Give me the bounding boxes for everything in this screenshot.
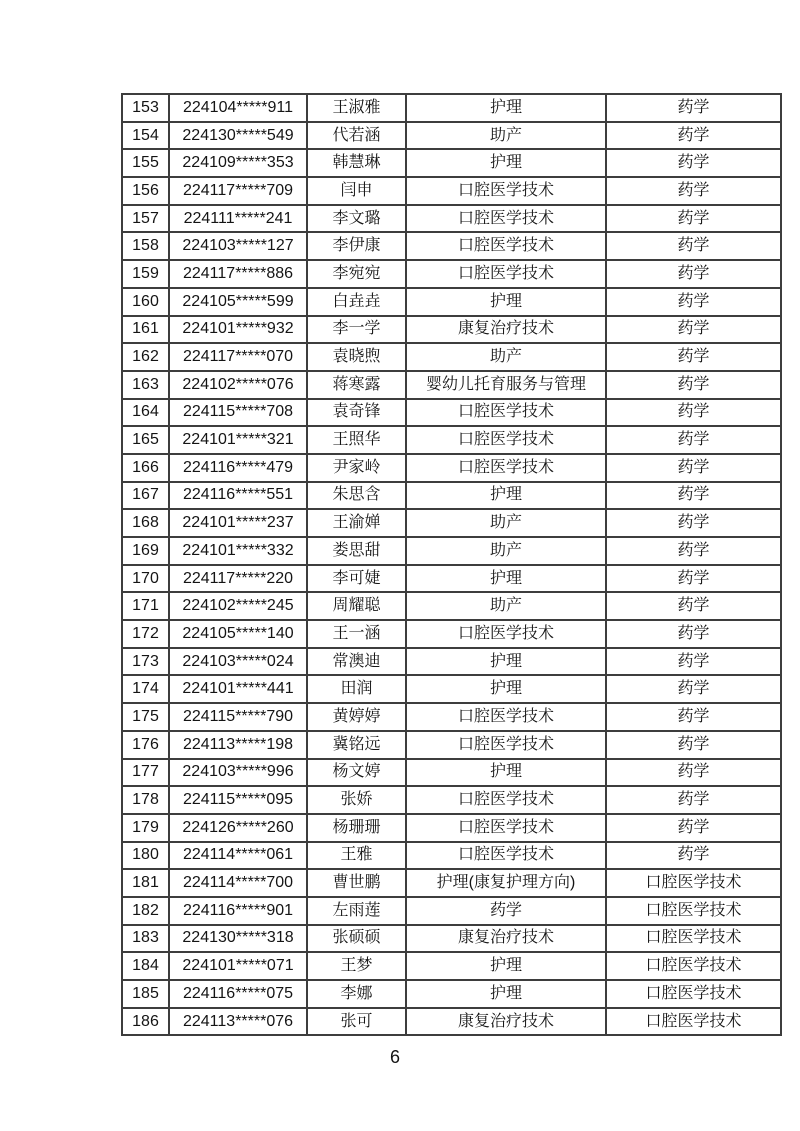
table-row [122,205,781,233]
cell-row-index: 172 [122,620,169,648]
cell-current-major: 口腔医学技术 [406,232,606,260]
table-row [122,122,781,150]
table-row [122,149,781,177]
cell-exam-id: 224130*****318 [169,925,307,953]
cell-transfer-major: 药学 [606,122,781,150]
cell-current-major: 口腔医学技术 [406,842,606,870]
cell-exam-id: 224111*****241 [169,205,307,233]
cell-transfer-major: 口腔医学技术 [606,869,781,897]
cell-transfer-major: 药学 [606,675,781,703]
cell-current-major: 护理 [406,980,606,1008]
cell-exam-id: 224116*****479 [169,454,307,482]
cell-exam-id: 224101*****932 [169,316,307,344]
cell-exam-id: 224113*****076 [169,1008,307,1036]
cell-student-name: 冀铭远 [307,731,406,759]
cell-exam-id: 224101*****441 [169,675,307,703]
cell-exam-id: 224101*****321 [169,426,307,454]
table-row [122,952,781,980]
cell-exam-id: 224115*****708 [169,399,307,427]
cell-exam-id: 224116*****551 [169,482,307,510]
cell-exam-id: 224115*****790 [169,703,307,731]
table-row [122,869,781,897]
cell-row-index: 171 [122,592,169,620]
cell-row-index: 185 [122,980,169,1008]
table-row [122,454,781,482]
cell-student-name: 王梦 [307,952,406,980]
cell-current-major: 康复治疗技术 [406,316,606,344]
cell-current-major: 口腔医学技术 [406,620,606,648]
cell-current-major: 口腔医学技术 [406,426,606,454]
cell-current-major: 口腔医学技术 [406,205,606,233]
cell-transfer-major: 口腔医学技术 [606,952,781,980]
cell-row-index: 174 [122,675,169,703]
cell-transfer-major: 药学 [606,731,781,759]
cell-student-name: 白垚垚 [307,288,406,316]
cell-current-major: 婴幼儿托育服务与管理 [406,371,606,399]
cell-row-index: 173 [122,648,169,676]
table-row [122,482,781,510]
cell-row-index: 159 [122,260,169,288]
table-row [122,759,781,787]
cell-transfer-major: 药学 [606,316,781,344]
cell-current-major: 护理 [406,648,606,676]
cell-transfer-major: 药学 [606,509,781,537]
cell-exam-id: 224102*****076 [169,371,307,399]
cell-exam-id: 224117*****886 [169,260,307,288]
cell-row-index: 182 [122,897,169,925]
cell-exam-id: 224116*****075 [169,980,307,1008]
table-row [122,316,781,344]
cell-transfer-major: 口腔医学技术 [606,980,781,1008]
cell-student-name: 李一学 [307,316,406,344]
cell-exam-id: 224116*****901 [169,897,307,925]
cell-current-major: 助产 [406,122,606,150]
cell-transfer-major: 药学 [606,371,781,399]
cell-student-name: 李文璐 [307,205,406,233]
cell-row-index: 169 [122,537,169,565]
cell-exam-id: 224101*****071 [169,952,307,980]
cell-row-index: 167 [122,482,169,510]
cell-student-name: 闫申 [307,177,406,205]
cell-row-index: 184 [122,952,169,980]
cell-student-name: 张娇 [307,786,406,814]
cell-exam-id: 224126*****260 [169,814,307,842]
table-row [122,371,781,399]
cell-row-index: 154 [122,122,169,150]
cell-transfer-major: 口腔医学技术 [606,925,781,953]
cell-transfer-major: 口腔医学技术 [606,1008,781,1036]
table-row [122,232,781,260]
cell-current-major: 护理 [406,288,606,316]
cell-row-index: 183 [122,925,169,953]
cell-row-index: 153 [122,94,169,122]
cell-row-index: 175 [122,703,169,731]
cell-current-major: 康复治疗技术 [406,1008,606,1036]
table-row [122,786,781,814]
cell-student-name: 袁奇锋 [307,399,406,427]
cell-current-major: 护理(康复护理方向) [406,869,606,897]
cell-row-index: 166 [122,454,169,482]
cell-row-index: 157 [122,205,169,233]
cell-transfer-major: 药学 [606,565,781,593]
cell-current-major: 助产 [406,343,606,371]
table-row [122,509,781,537]
cell-exam-id: 224114*****700 [169,869,307,897]
cell-current-major: 口腔医学技术 [406,703,606,731]
cell-current-major: 口腔医学技术 [406,399,606,427]
cell-transfer-major: 药学 [606,786,781,814]
cell-transfer-major: 药学 [606,620,781,648]
cell-current-major: 口腔医学技术 [406,260,606,288]
cell-student-name: 王渝婵 [307,509,406,537]
cell-student-name: 张可 [307,1008,406,1036]
cell-transfer-major: 药学 [606,288,781,316]
cell-exam-id: 224102*****245 [169,592,307,620]
cell-student-name: 曹世鹏 [307,869,406,897]
cell-student-name: 李娜 [307,980,406,1008]
cell-transfer-major: 药学 [606,814,781,842]
table-row [122,648,781,676]
table-row [122,565,781,593]
cell-current-major: 护理 [406,565,606,593]
cell-row-index: 179 [122,814,169,842]
cell-row-index: 155 [122,149,169,177]
table-row [122,260,781,288]
table-row [122,177,781,205]
cell-current-major: 助产 [406,537,606,565]
cell-transfer-major: 药学 [606,537,781,565]
cell-row-index: 177 [122,759,169,787]
cell-student-name: 田润 [307,675,406,703]
cell-student-name: 王一涵 [307,620,406,648]
table-row [122,925,781,953]
cell-exam-id: 224113*****198 [169,731,307,759]
cell-student-name: 韩慧琳 [307,149,406,177]
cell-student-name: 王淑雅 [307,94,406,122]
cell-transfer-major: 药学 [606,482,781,510]
table-row [122,426,781,454]
cell-exam-id: 224105*****599 [169,288,307,316]
table-row [122,731,781,759]
cell-transfer-major: 药学 [606,759,781,787]
cell-transfer-major: 药学 [606,842,781,870]
cell-current-major: 口腔医学技术 [406,731,606,759]
cell-exam-id: 224103*****127 [169,232,307,260]
cell-row-index: 180 [122,842,169,870]
cell-transfer-major: 药学 [606,399,781,427]
cell-transfer-major: 药学 [606,177,781,205]
cell-student-name: 黄婷婷 [307,703,406,731]
table-row [122,897,781,925]
cell-student-name: 杨文婷 [307,759,406,787]
cell-current-major: 护理 [406,759,606,787]
cell-exam-id: 224105*****140 [169,620,307,648]
table-row [122,675,781,703]
cell-transfer-major: 药学 [606,454,781,482]
cell-row-index: 168 [122,509,169,537]
cell-transfer-major: 药学 [606,205,781,233]
cell-transfer-major: 药学 [606,94,781,122]
cell-student-name: 李伊康 [307,232,406,260]
cell-exam-id: 224117*****709 [169,177,307,205]
cell-student-name: 朱思含 [307,482,406,510]
cell-transfer-major: 口腔医学技术 [606,897,781,925]
table-row [122,592,781,620]
cell-student-name: 袁晓煦 [307,343,406,371]
cell-student-name: 常澳迪 [307,648,406,676]
cell-row-index: 165 [122,426,169,454]
cell-student-name: 张硕硕 [307,925,406,953]
cell-exam-id: 224101*****332 [169,537,307,565]
cell-row-index: 170 [122,565,169,593]
table-row [122,399,781,427]
cell-student-name: 李宛宛 [307,260,406,288]
cell-transfer-major: 药学 [606,260,781,288]
cell-row-index: 162 [122,343,169,371]
cell-row-index: 186 [122,1008,169,1036]
page-number: 6 [389,1047,400,1067]
cell-exam-id: 224103*****024 [169,648,307,676]
cell-student-name: 王雅 [307,842,406,870]
table-row [122,537,781,565]
table-row [122,703,781,731]
cell-current-major: 护理 [406,952,606,980]
cell-exam-id: 224117*****220 [169,565,307,593]
cell-current-major: 助产 [406,509,606,537]
cell-row-index: 160 [122,288,169,316]
table-row [122,343,781,371]
cell-current-major: 康复治疗技术 [406,925,606,953]
cell-student-name: 左雨莲 [307,897,406,925]
cell-transfer-major: 药学 [606,149,781,177]
cell-current-major: 护理 [406,149,606,177]
student-transfer-table [121,93,782,1036]
cell-row-index: 164 [122,399,169,427]
cell-exam-id: 224115*****095 [169,786,307,814]
cell-current-major: 口腔医学技术 [406,454,606,482]
cell-exam-id: 224117*****070 [169,343,307,371]
cell-row-index: 181 [122,869,169,897]
cell-row-index: 161 [122,316,169,344]
cell-current-major: 护理 [406,94,606,122]
cell-student-name: 周耀聪 [307,592,406,620]
cell-current-major: 护理 [406,675,606,703]
cell-transfer-major: 药学 [606,703,781,731]
cell-transfer-major: 药学 [606,343,781,371]
cell-student-name: 杨珊珊 [307,814,406,842]
table-row [122,980,781,1008]
cell-exam-id: 224109*****353 [169,149,307,177]
cell-current-major: 口腔医学技术 [406,786,606,814]
table-row [122,620,781,648]
cell-current-major: 口腔医学技术 [406,177,606,205]
cell-exam-id: 224103*****996 [169,759,307,787]
cell-transfer-major: 药学 [606,592,781,620]
cell-transfer-major: 药学 [606,648,781,676]
table-row [122,814,781,842]
table-row [122,842,781,870]
cell-student-name: 蒋寒露 [307,371,406,399]
table-row [122,1008,781,1036]
cell-student-name: 王照华 [307,426,406,454]
cell-student-name: 代若涵 [307,122,406,150]
cell-row-index: 156 [122,177,169,205]
table-row [122,288,781,316]
cell-student-name: 李可婕 [307,565,406,593]
cell-exam-id: 224114*****061 [169,842,307,870]
cell-row-index: 178 [122,786,169,814]
cell-student-name: 娄思甜 [307,537,406,565]
cell-current-major: 护理 [406,482,606,510]
cell-current-major: 药学 [406,897,606,925]
cell-student-name: 尹家岭 [307,454,406,482]
cell-transfer-major: 药学 [606,232,781,260]
table-row [122,94,781,122]
cell-exam-id: 224104*****911 [169,94,307,122]
cell-row-index: 158 [122,232,169,260]
cell-current-major: 口腔医学技术 [406,814,606,842]
cell-row-index: 176 [122,731,169,759]
cell-current-major: 助产 [406,592,606,620]
cell-exam-id: 224130*****549 [169,122,307,150]
cell-row-index: 163 [122,371,169,399]
cell-transfer-major: 药学 [606,426,781,454]
cell-exam-id: 224101*****237 [169,509,307,537]
